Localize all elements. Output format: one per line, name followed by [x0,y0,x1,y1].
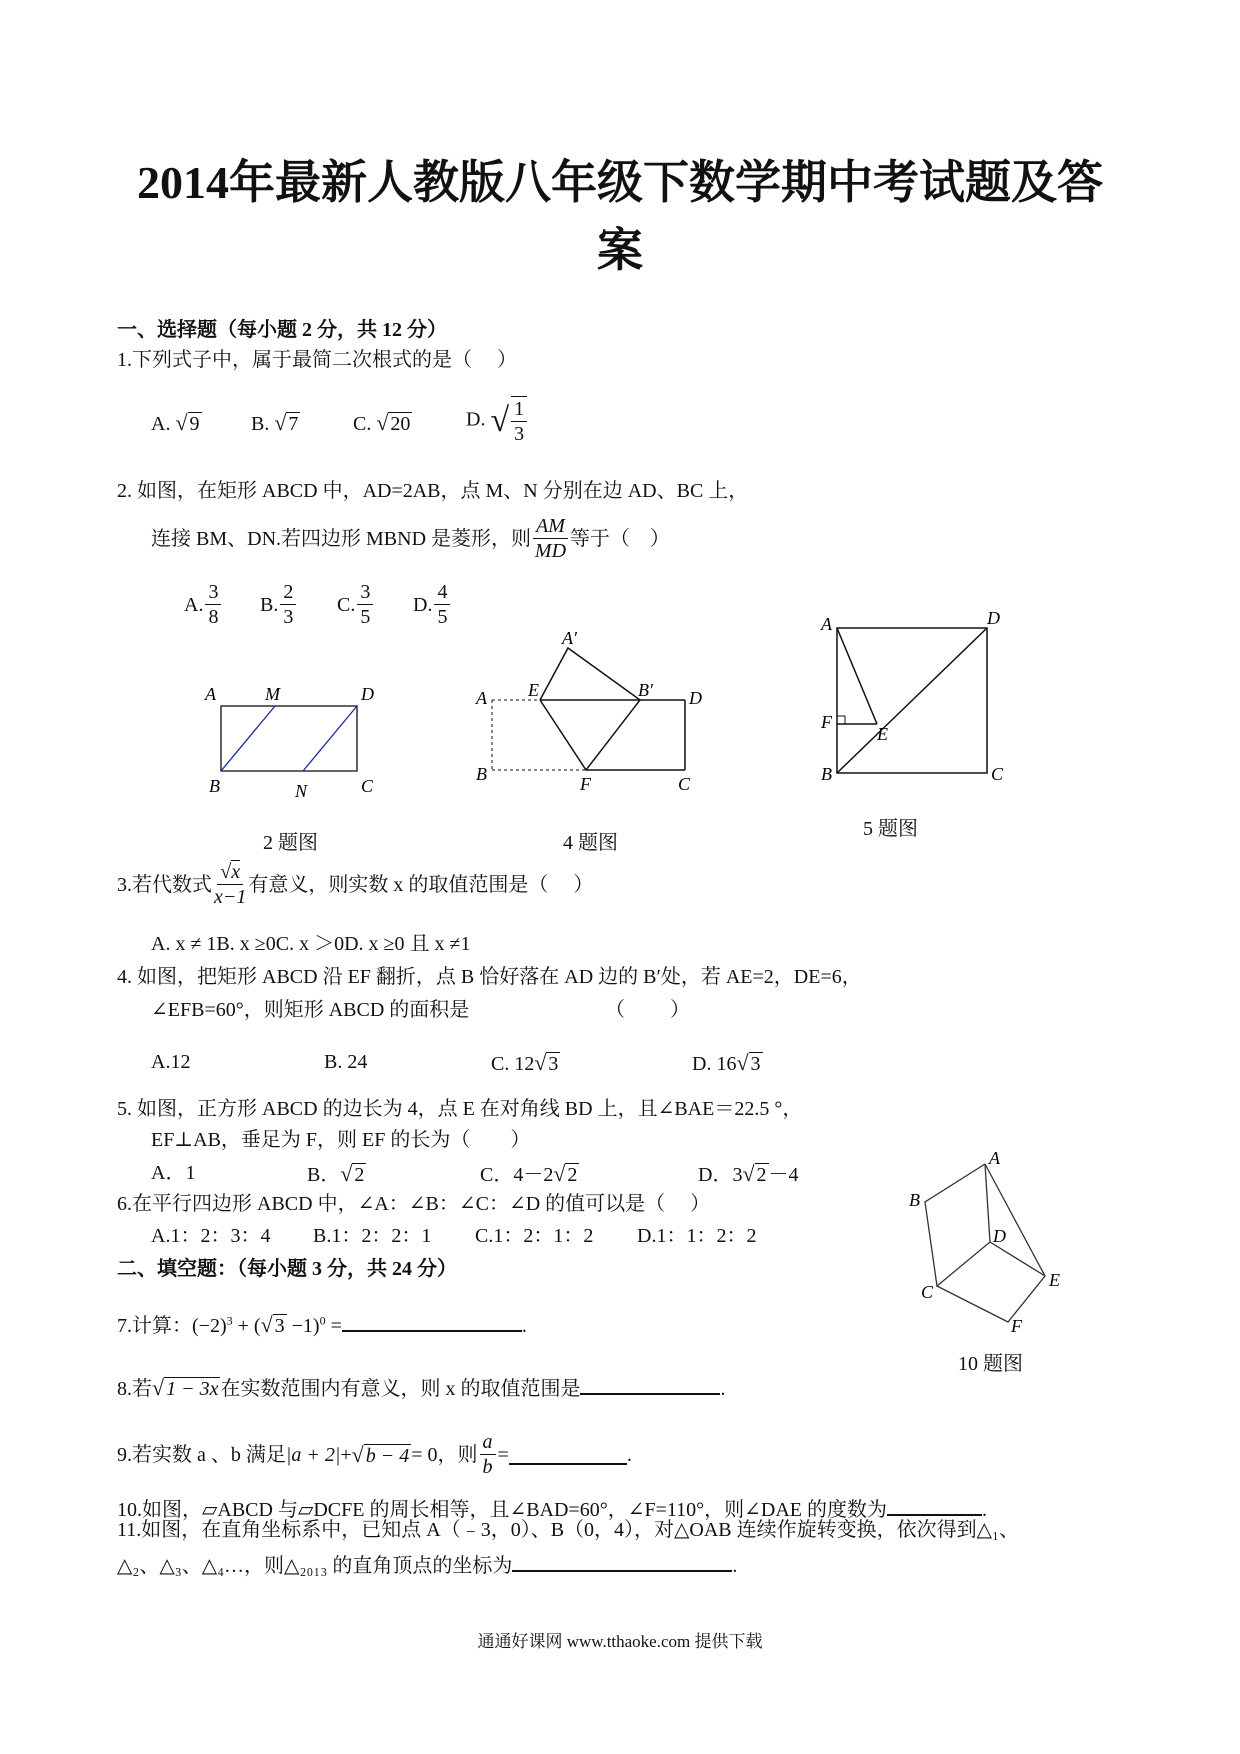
document-title-line2: 案 [597,225,643,276]
q7-answer-blank[interactable] [342,1312,522,1332]
svg-text:E: E [1049,1270,1060,1290]
q5-stem-line2: EF⊥AB，垂足为 F，则 EF 的长为（ ） [151,1129,531,1151]
q2-stem-line1: 2. 如图，在矩形 ABCD 中，AD=2AB，点 M、N 分别在边 AD、BC 上， [117,480,749,502]
document-title-line1: 2014年最新人教版八年级下数学期中考试题及答 [137,157,1103,208]
q2-stem-line2: 连接 BM、DN.若四边形 MBND 是菱形，则 $\frac{AM}{MD}$ 等于（ ） [151,515,670,562]
q1-option-c: C. √ 20 [353,410,411,435]
svg-text:D: D [689,688,702,708]
q6-stem: 6.在平行四边形 ABCD 中，∠A：∠B：∠C：∠D 的值可以是（ ） [117,1193,711,1215]
q6-option-d: D.1：1：2：2 [637,1225,757,1247]
svg-text:M: M [265,684,280,704]
q8-stem: 8.若√ 1 − 3x 在实数范围内有意义，则 x 的取值范围是 . [117,1375,726,1400]
svg-text:D: D [987,608,1000,628]
q5-option-c: C．4－2√ 2 [480,1161,578,1186]
section2-header: 二、填空题：（每小题 3 分，共 24 分） [117,1258,457,1280]
q2-option-c: C. $\frac{3}{5}$ [337,580,375,629]
q4-option-d: D. 16√ 3 [692,1050,761,1075]
q4-option-a: A.12 [151,1051,191,1073]
svg-text:A: A [989,1148,1000,1168]
q4-stem-line1: 4. 如图，把矩形 ABCD 沿 EF 翻折，点 B 恰好落在 AD 边的 B′处，若 AE=2，DE=6， [117,966,862,988]
figure-4-folded-rectangle-diagram [470,628,710,798]
q2-option-b: B. $\frac{2}{3}$ [260,580,298,629]
q2-option-d: D. $\frac{4}{5}$ [413,580,452,629]
q10-answer-blank[interactable] [887,1496,982,1516]
q7-stem: 7.计算：$(-2)^3$ + (√ 3 −1)$^0$ = . [117,1312,527,1337]
q4-option-c: C. 12√ 3 [491,1050,559,1075]
svg-text:C: C [678,774,691,794]
q5-option-b: B．√ 2 [307,1161,365,1186]
svg-text:F: F [821,712,832,732]
svg-text:F: F [1011,1316,1022,1336]
svg-text:B: B [476,764,487,784]
svg-text:N: N [295,781,308,801]
svg-text:D: D [361,684,374,704]
svg-text:C: C [361,776,374,796]
svg-text:A: A [205,684,216,704]
figure-10-caption: 10 题图 [958,1353,1023,1375]
section1-header: 一、选择题（每小题 2 分，共 12 分） [117,319,447,341]
q10-stem: 10.如图，▱ABCD 与▱DCFE 的周长相等，且∠BAD=60°，∠F=110°，则∠DAE 的度数为 . [117,1496,987,1520]
svg-text:B: B [209,776,220,796]
q11-answer-blank[interactable] [512,1552,732,1572]
q6-option-c: C.1：2：1：2 [475,1225,594,1247]
figure-5-square-diagram [815,608,1004,785]
q3-options: A. x ≠ 1B. x ≥0C. x ＞0D. x ≥0 且 x ≠1 [151,933,471,955]
svg-text:E: E [528,680,539,700]
q5-stem-line1: 5. 如图，正方形 ABCD 的边长为 4，点 E 在对角线 BD 上，且∠BAE＝22.5 °， [117,1098,803,1120]
svg-text:C: C [921,1282,934,1302]
q4-option-b: B. 24 [324,1051,368,1073]
svg-text:F: F [580,774,591,794]
q6-option-b: B.1：2：2：1 [313,1225,432,1247]
q11-stem-line2: △₂、△₃、△₄…，则△₂₀₁₃ 的直角顶点的坐标为 . [117,1552,737,1576]
svg-text:B: B [909,1190,920,1210]
figure-2-caption: 2 题图 [263,832,318,854]
q1-option-d: D. √ $\frac{1}{3}$ [466,396,529,446]
svg-text:A′: A′ [562,628,577,648]
figure-4-caption: 4 题图 [563,832,618,854]
svg-text:B′: B′ [638,680,653,700]
svg-text:E: E [877,724,888,744]
svg-text:A: A [476,688,487,708]
q1-stem: 1.下列式子中，属于最简二次根式的是（ ） [117,349,517,371]
svg-text:A: A [821,614,832,634]
q1-option-b: B. √ 7 [251,410,299,435]
q4-answer-paren: （ ） [605,999,690,1021]
q5-option-a: A．1 [151,1162,196,1184]
q6-option-a: A.1：2：3：4 [151,1225,271,1247]
q11-stem-line1: 11.如图，在直角坐标系中，已知点 A（﹣3，0）、B（0，4），对△OAB 连续作旋转变换，依次得到△₁、 [117,1519,1020,1541]
svg-text:D: D [993,1226,1006,1246]
figure-5-caption: 5 题图 [863,818,918,840]
q3-stem: 3.若代数式 $\frac{√x}{x-1}$ 有意义，则实数 x 的取值范围是（ ） [117,861,594,908]
figure-10-parallelograms-diagram [895,1148,1080,1336]
figure-2-rectangle-diagram [195,680,395,805]
q9-stem: 9.若实数 a 、b 满足 |a + 2| + √ b − 4 = 0，则 $\frac{a}{b}$ = . [117,1431,632,1478]
page-footer: 通通好课网 www.tthaoke.com 提供下载 [477,1632,763,1651]
q2-option-a: A. $\frac{3}{8}$ [184,580,223,629]
q5-option-d: D．3√ 2 －4 [698,1161,799,1186]
q1-option-a: A. √ 9 [151,410,200,435]
svg-text:B: B [821,764,832,784]
q4-stem-line2: ∠EFB=60°，则矩形 ABCD 的面积是 [151,999,470,1021]
q9-answer-blank[interactable] [509,1445,627,1465]
svg-text:C: C [991,764,1004,784]
q8-answer-blank[interactable] [580,1375,720,1395]
